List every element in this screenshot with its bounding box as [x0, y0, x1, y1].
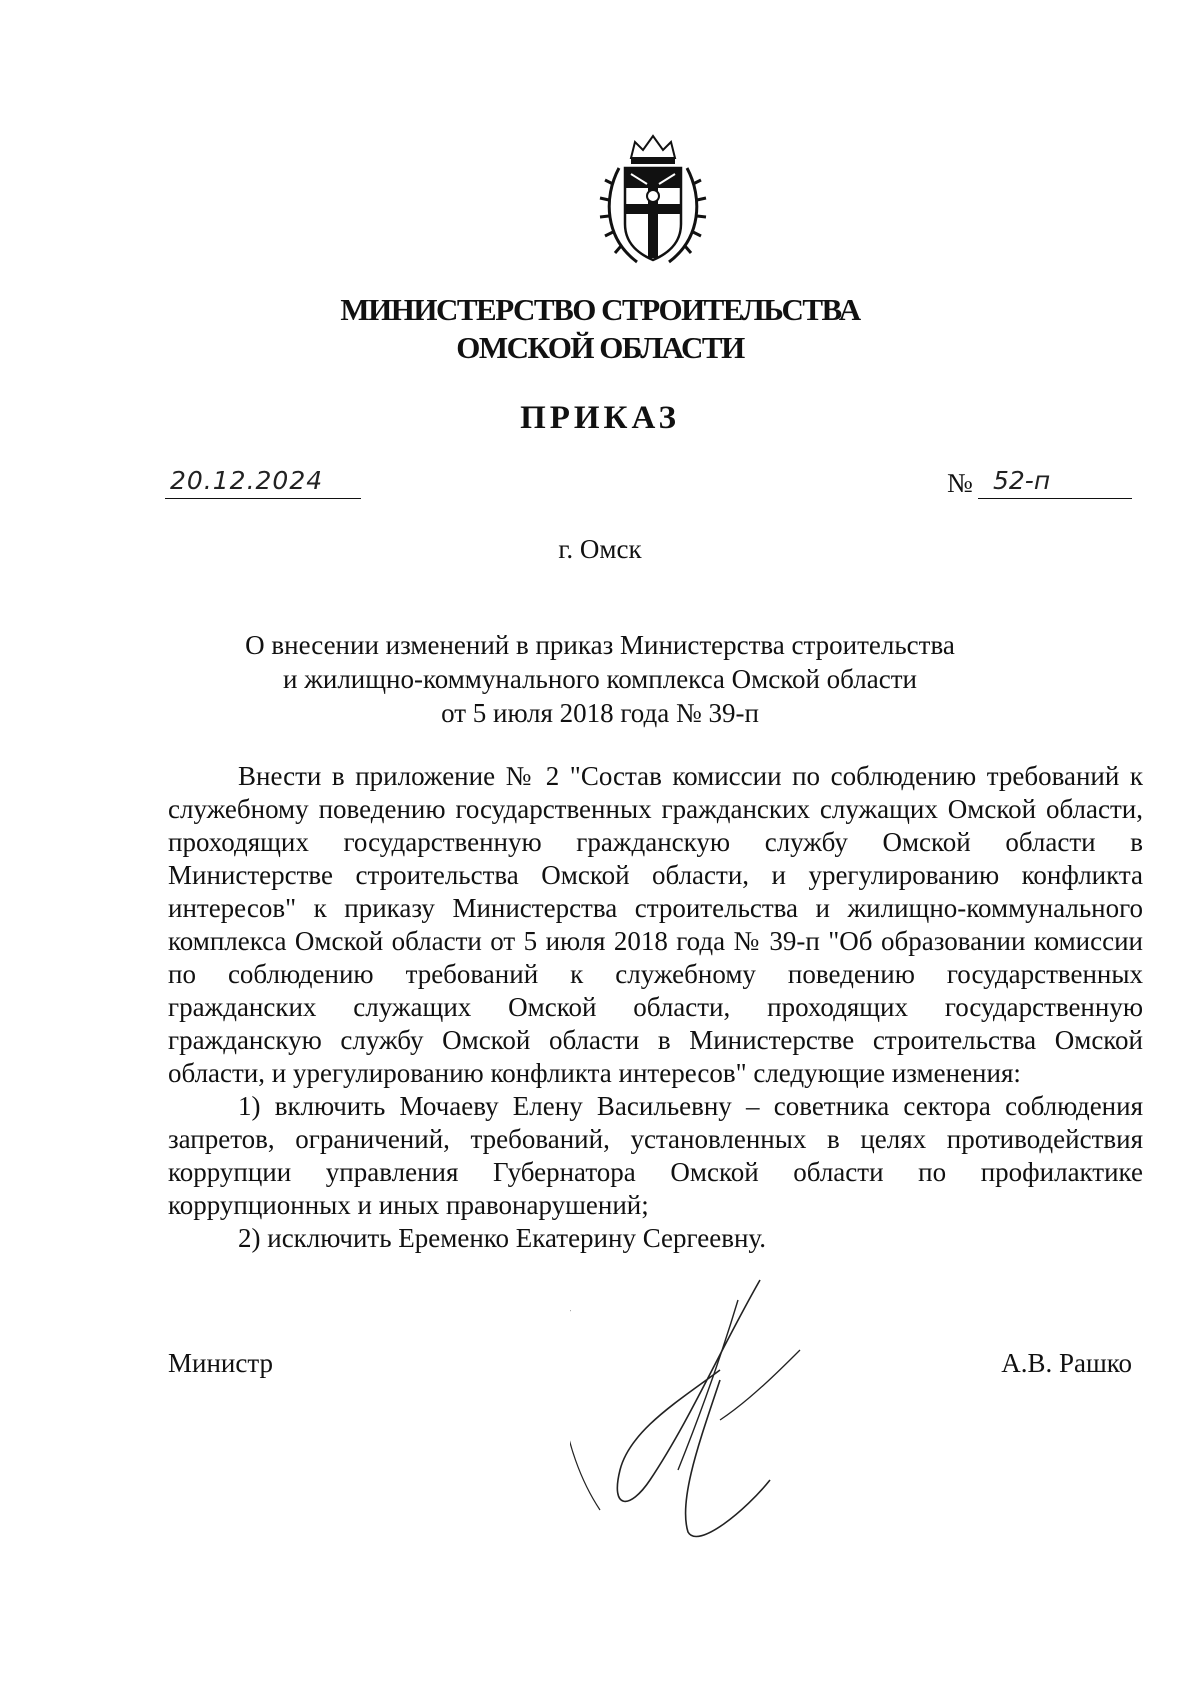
document-body [168, 760, 1143, 1255]
document-type-title: ПРИКАЗ [520, 400, 680, 436]
number-underline [978, 498, 1132, 499]
city-label: г. Омск [558, 534, 642, 564]
number-label: № [947, 468, 973, 498]
body-item: 1) включить Мочаеву Елену Васильевну – советника сектора соблюдения запретов, ограничений, требований, установленных в целях противодействия коррупции управления Губернатора Омской области по профилактике коррупционных и иных правонарушений; [168, 1091, 1143, 1220]
body-item: 2) исключить Еременко Екатерину Сергеевну. [238, 1223, 766, 1253]
handwritten-signature [570, 1270, 840, 1560]
organization-name-line1: МИНИСТЕРСТВО СТРОИТЕЛЬСТВА [340, 292, 860, 327]
signer-name: А.В. Рашко [1001, 1348, 1132, 1378]
subject-line: и жилищно-коммунального комплекса Омской области [283, 664, 917, 694]
organization-name-line2: ОМСКОЙ ОБЛАСТИ [456, 330, 744, 365]
coat-of-arms-emblem [597, 128, 709, 270]
body-paragraph: Внести в приложение № 2 "Состав комиссии по соблюдению требований к служебному поведению государственных гражданских служащих Омской области, проходящих государственную гражданскую службу Омской области в Министерстве строительства Омской области, и урегулированию конфликта интересов" к приказу Министерства строительства и жилищно-коммунального комплекса Омской области от 5 июля 2018 года № 39-п "Об образовании комиссии по соблюдению требований к служебному поведению государственных гражданских служащих Омской области, проходящих государственную гражданскую службу Омской области в Министерстве строительства Омской области, и урегулированию конфликта интересов" следующие изменения: [168, 761, 1143, 1088]
subject-line: от 5 июля 2018 года № 39-п [441, 698, 759, 728]
signer-title: Министр [168, 1348, 273, 1378]
document-date: 20.12.2024 [170, 466, 324, 495]
date-underline [165, 498, 361, 499]
document-subject [0, 628, 1200, 730]
subject-line: О внесении изменений в приказ Министерства строительства [245, 630, 955, 660]
document-number: 52-п [993, 466, 1051, 495]
